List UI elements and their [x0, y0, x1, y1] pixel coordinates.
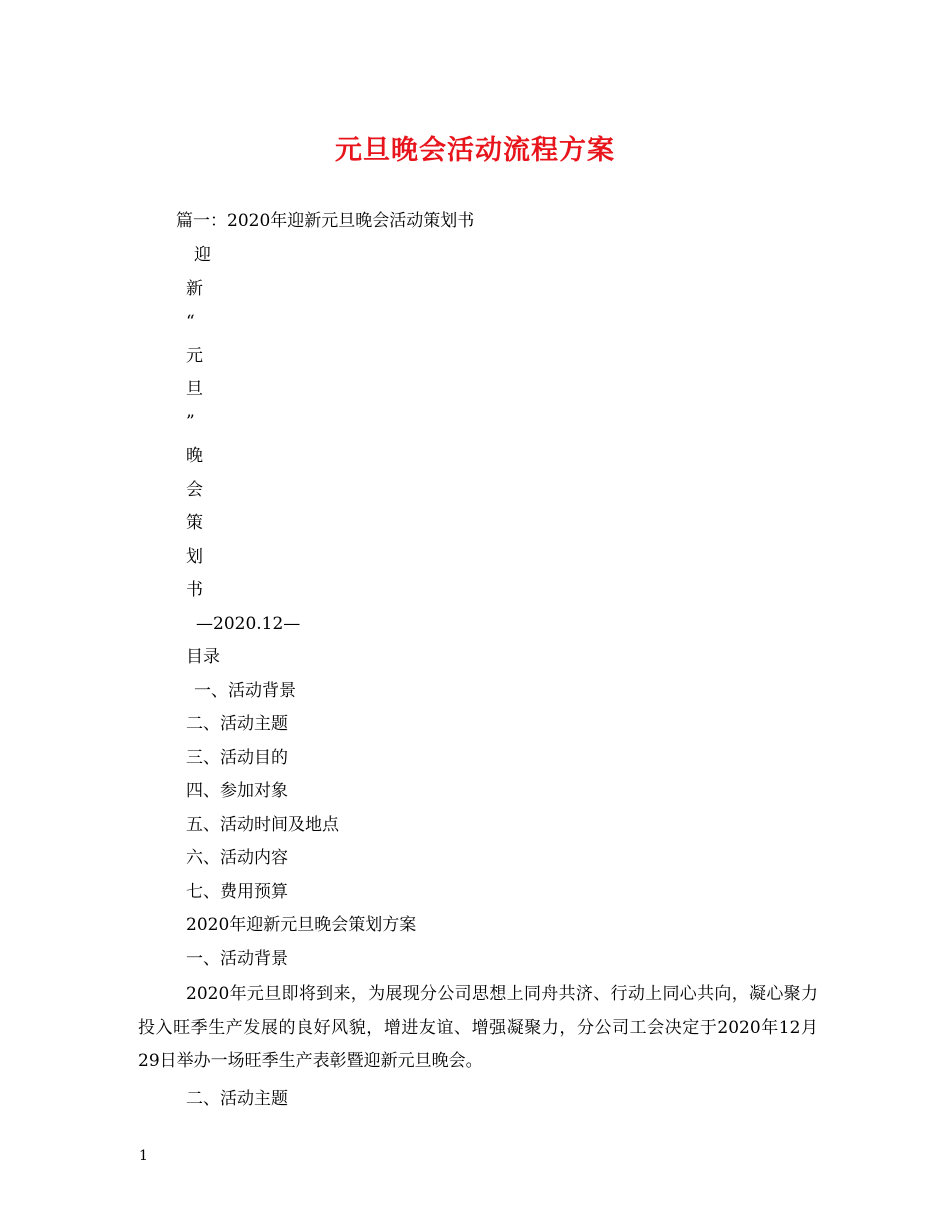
document-title: 元旦晚会活动流程方案 [335, 135, 615, 166]
vertical-char: 会 [186, 480, 203, 500]
section-heading: 一、活动背景 [186, 949, 288, 969]
section-body: 2020年元旦即将到来，为展现分公司思想上同舟共济、行动上同心共向，凝心聚力投入旺季生产发展的良好风貌，增进友谊、增强凝聚力，分公司工会决定于2020年12月29日举办一场旺季生产表彰暨迎新元旦晚会。 [138, 984, 818, 1071]
vertical-char: 新 [186, 279, 203, 299]
page-number: 1 [139, 1148, 148, 1164]
toc-item: 七、费用预算 [186, 882, 288, 902]
vertical-char: 迎 [194, 245, 211, 265]
section-heading: 二、活动主题 [186, 1089, 288, 1109]
subtitle: 篇一：2020年迎新元旦晚会活动策划书 [176, 211, 475, 231]
vertical-char: 旦 [186, 379, 203, 399]
toc-item: 一、活动背景 [194, 681, 296, 701]
vertical-char: “ [186, 312, 195, 332]
plan-title: 2020年迎新元旦晚会策划方案 [186, 915, 417, 935]
toc-item: 五、活动时间及地点 [186, 815, 339, 835]
vertical-char: 划 [186, 547, 203, 567]
vertical-char: 元 [186, 346, 203, 366]
vertical-char: 策 [186, 513, 203, 533]
vertical-char: ” [186, 412, 195, 432]
vertical-char: 书 [186, 580, 203, 600]
toc-item: 四、参加对象 [186, 781, 288, 801]
vertical-char: 晚 [186, 446, 203, 466]
toc-heading: 目录 [186, 647, 220, 667]
date-line: —2020.12— [196, 614, 301, 634]
toc-item: 六、活动内容 [186, 848, 288, 868]
toc-item: 二、活动主题 [186, 714, 288, 734]
toc-item: 三、活动目的 [186, 748, 288, 768]
